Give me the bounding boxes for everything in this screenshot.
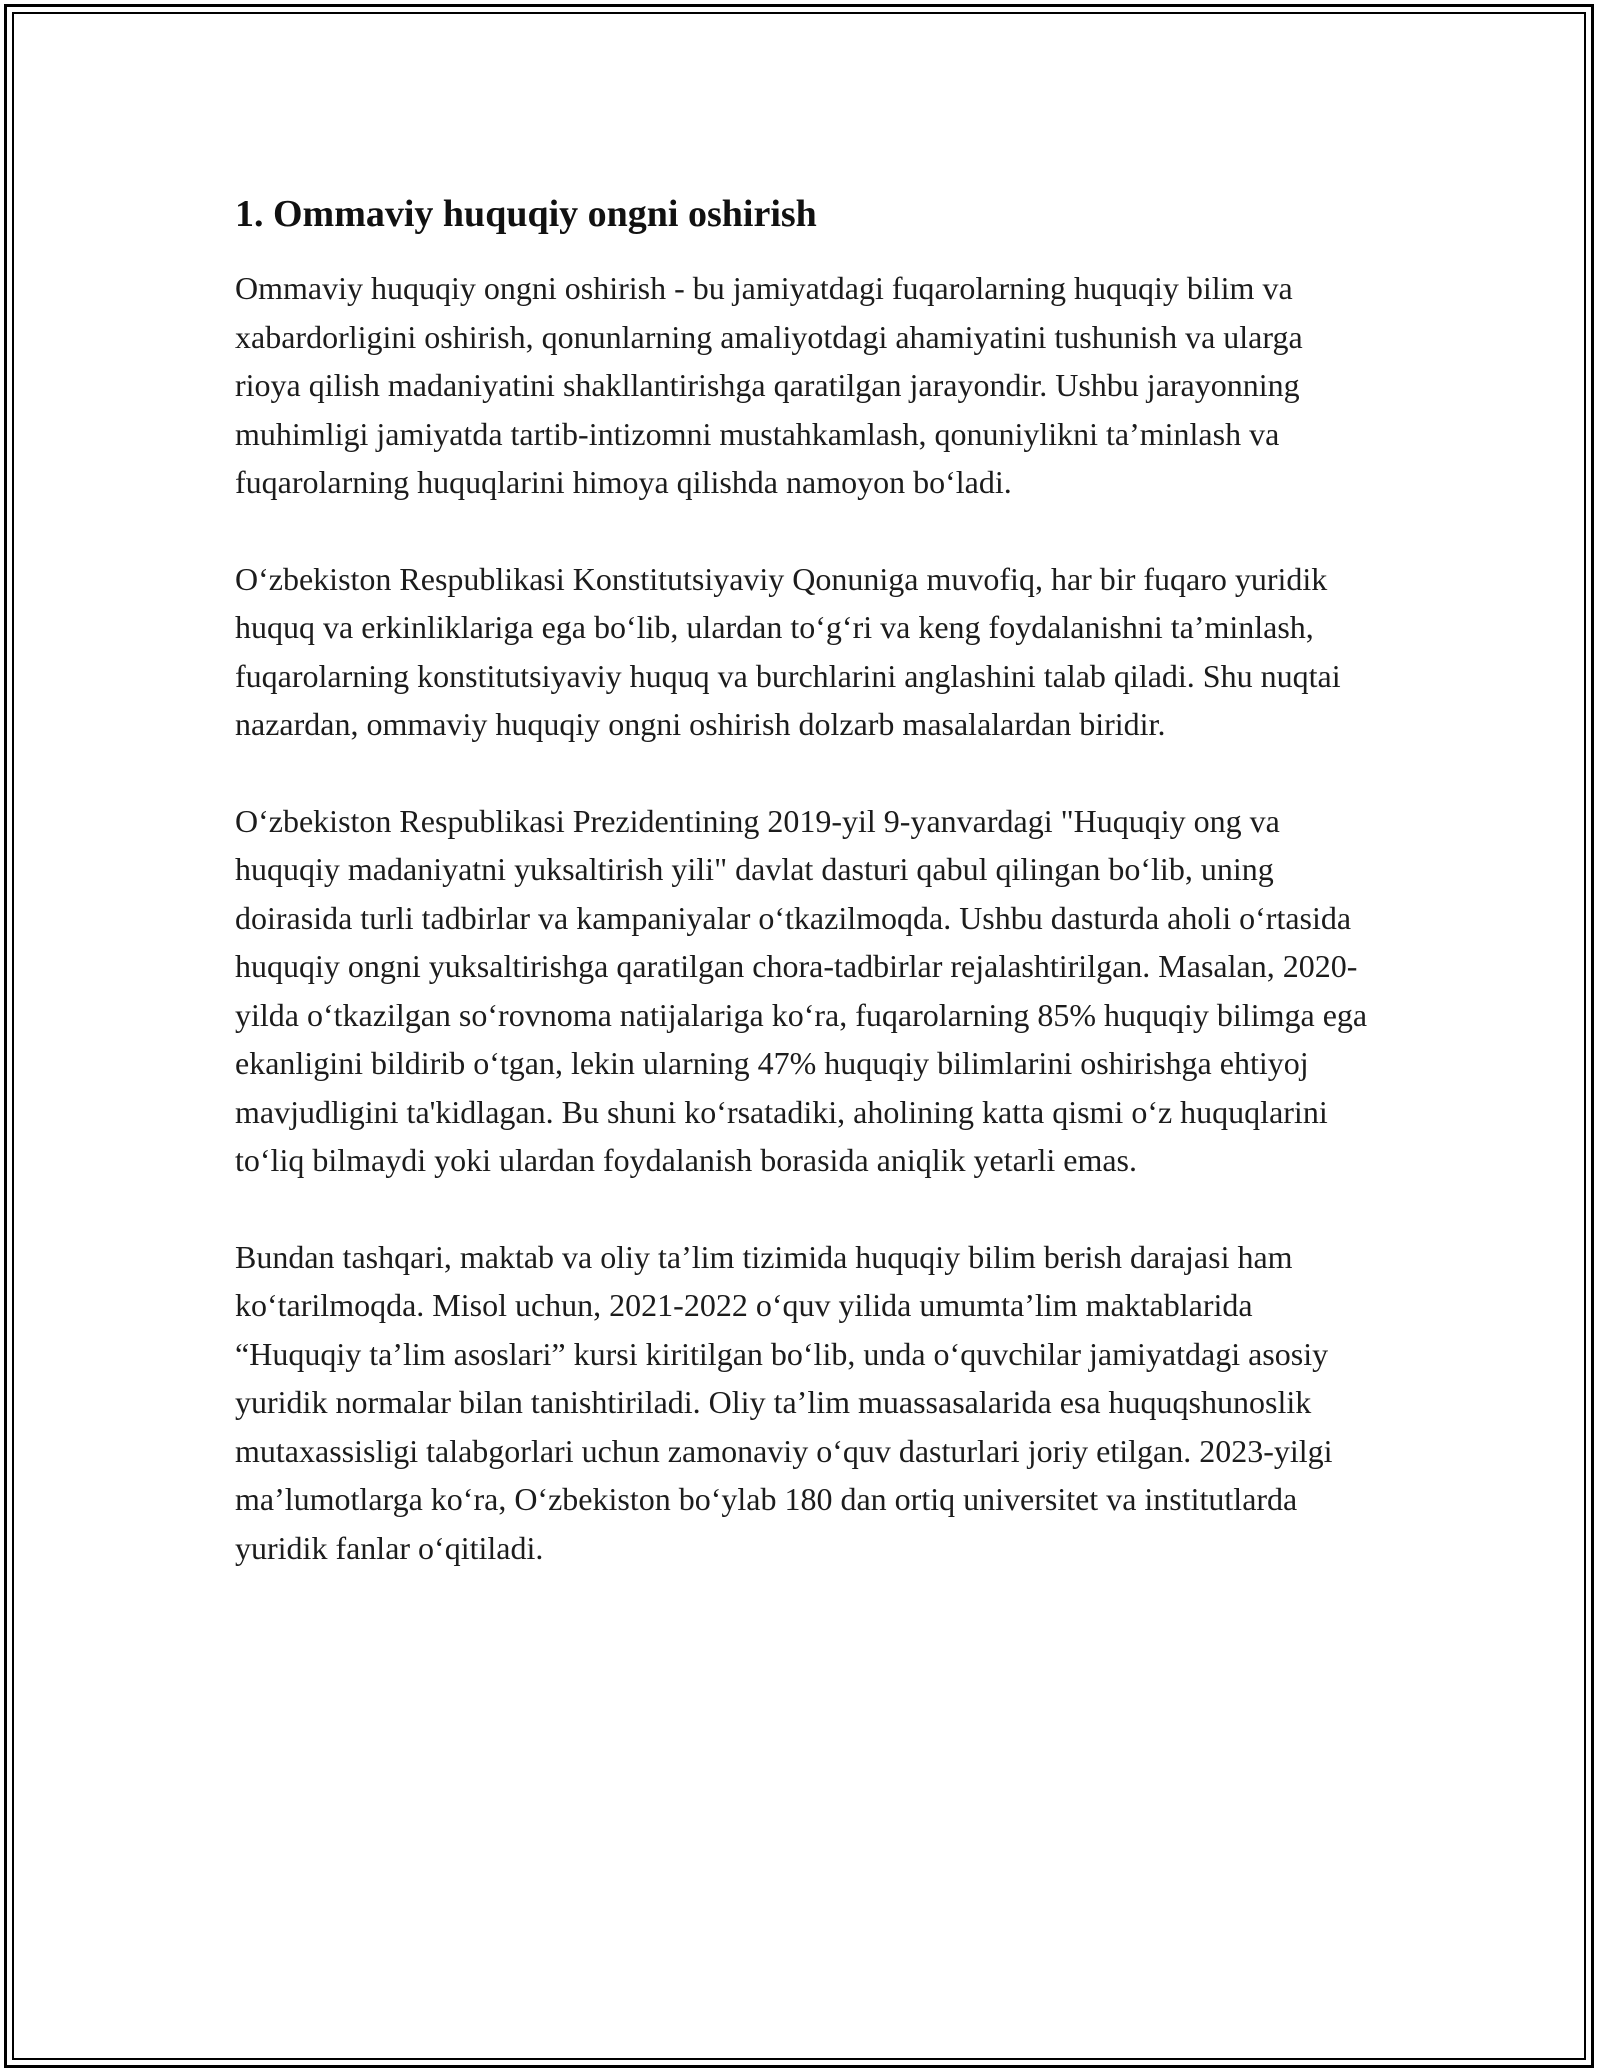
paragraph-2: O‘zbekiston Respublikasi Konstitutsiyaviy Qonuniga muvofiq, har bir fuqaro yuridik huquq va erkinliklariga ega bo‘lib, ulardan to‘g‘ri va keng foydalanishni ta’minlash, fuqarolarning konstitutsiyaviy huquq va burchlarini anglashini talab qiladi. Shu nuqtai nazardan, ommaviy huquqiy ongni oshirish dolzarb masalalardan biridir. [235,560,1341,742]
paragraph-1: Ommaviy huquqiy ongni oshirish - bu jamiyatdagi fuqarolarning huquqiy bilim va xabardorligini oshirish, qonunlarning amaliyotdagi ahamiyatini tushunish va ularga rioya qilish madaniyatini shakllantirishga qaratilgan jarayondir. Ushbu jarayonning muhimligi jamiyatda tartib-intizomni mustahkamlash, qonuniylikni ta’minlash va fuqarolarning huquqlarini himoya qilishda namoyon bo‘ladi. [235,270,1303,500]
section-title: 1. Ommaviy huquqiy ongni oshirish [235,193,817,235]
paragraph-3: O‘zbekiston Respublikasi Prezidentining 2019-yil 9-yanvardagi "Huquqiy ong va huquqiy madaniyatni yuksaltirish yili" davlat dasturi qabul qilingan bo‘lib, uning doirasida turli tadbirlar va kampaniyalar o‘tkazilmoqda. Ushbu dasturda aholi o‘rtasida huquqiy ongni yuksaltirishga qaratilgan chora-tadbirlar rejalashtirilgan. Masalan, 2020-yilda o‘tkazilgan so‘rovnoma natijalariga ko‘ra, fuqarolarning 85% huquqiy bilimga ega ekanligini bildirib o‘tgan, lekin ularning 47% huquqiy bilimlarini oshirishga ehtiyoj mavjudligini ta'kidlagan. Bu shuni ko‘rsatadiki, aholining katta qismi o‘z huquqlarini to‘liq bilmaydi yoki ulardan foydalanish borasida aniqlik yetarli emas. [235,802,1368,1178]
document-body [235,190,1375,1620]
paragraph-4: Bundan tashqari, maktab va oliy ta’lim tizimida huquqiy bilim berish darajasi ham ko‘tarilmoqda. Misol uchun, 2021-2022 o‘quv yilida umumta’lim maktablarida “Huquqiy ta’lim asoslari” kursi kiritilgan bo‘lib, unda o‘quvchilar jamiyatdagi asosiy yuridik normalar bilan tanishtiriladi. Oliy ta’lim muassasalarida esa huquqshunoslik mutaxassisligi talabgorlari uchun zamonaviy o‘quv dasturlari joriy etilgan. 2023-yilgi ma’lumotlarga ko‘ra, O‘zbekiston bo‘ylab 180 dan ortiq universitet va institutlarda yuridik fanlar o‘qitiladi. [235,1238,1333,1566]
